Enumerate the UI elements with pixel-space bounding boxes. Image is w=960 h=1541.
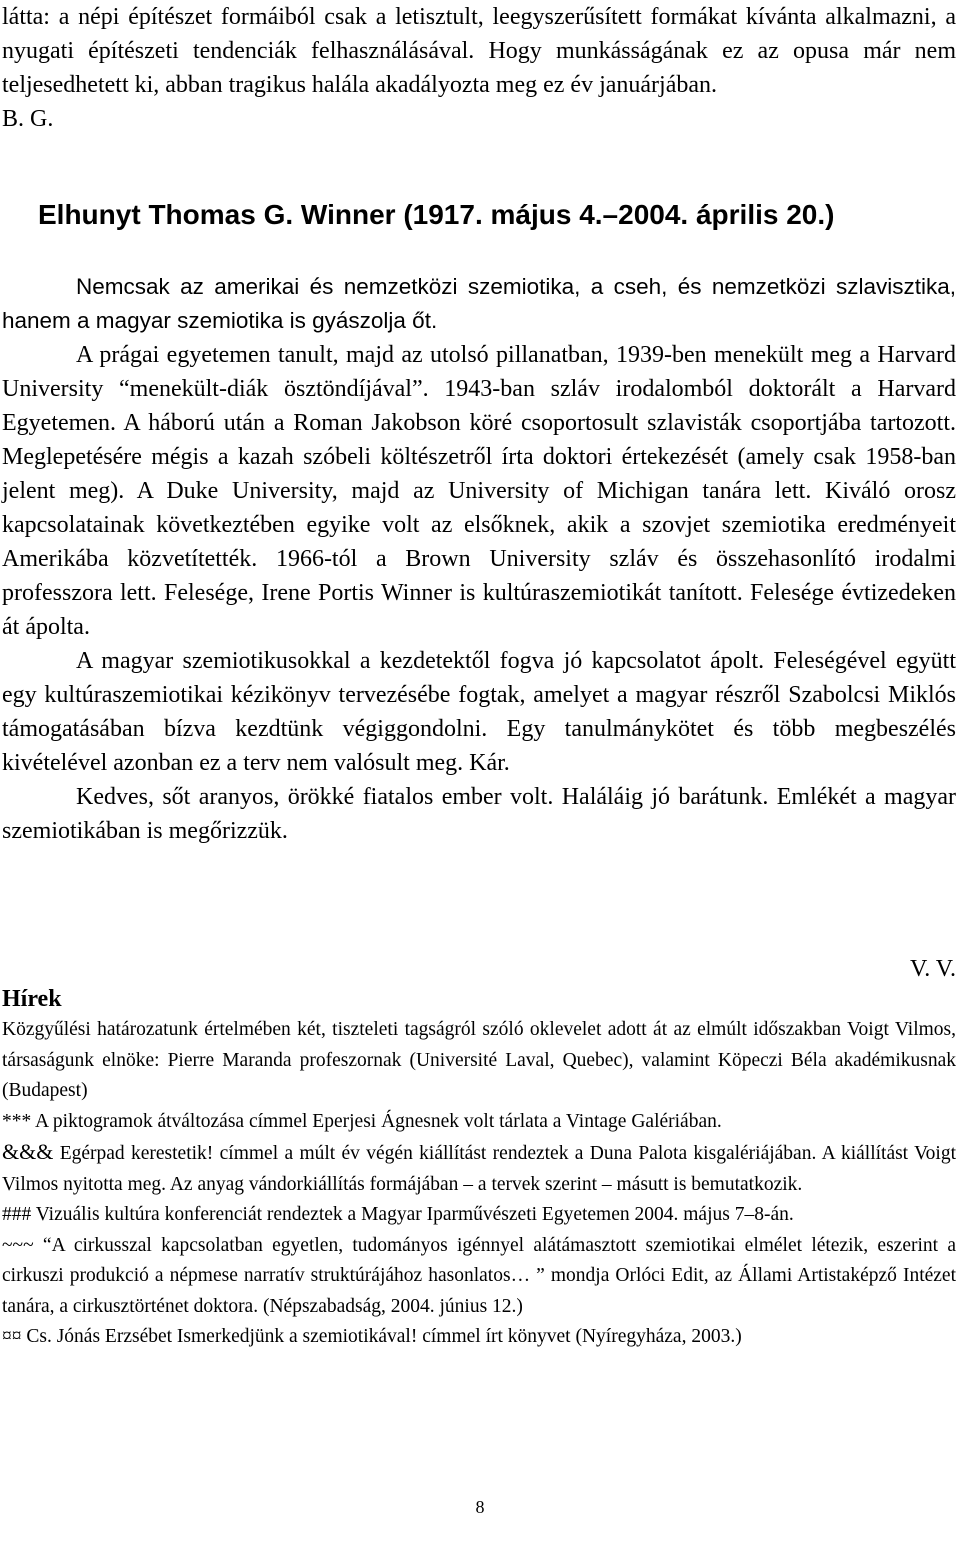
- obituary-body: [2, 270, 956, 848]
- obituary-paragraph-2: A prágai egyetemen tanult, majd az utolsó pillanatban, 1939-ben menekült meg a Harvard University “menekült-diák ösztöndíjával”. 1943-ban szláv irodalomból doktorált a Harvard Egyetemen. A háború után a Roman Jakobson köré csoportosult szlavisták csoportjába tartozott. Meglepetésére mégis a kazah szóbeli költészetről írta doktori értekezését (amely csak 1958-ban jelent meg). A Duke University, majd az University of Michigan tanára lett. Kiváló orosz kapcsolatainak következtében egyike volt az elsőknek, akik a szovjet szemiotika eredményeit Amerikába közvetítették. 1966-tól a Brown University szláv és összehasonlító irodalmi professzora lett. Felesége, Irene Portis Winner is kultúraszemiotikát tanított. Felesége évtizedeken át ápolta.: [2, 342, 956, 640]
- news-item-2: *** A piktogramok átváltozása címmel Eperjesi Ágnesnek volt tárlata a Vintage Galériában.: [2, 1110, 722, 1132]
- page-number: 8: [475, 1497, 485, 1517]
- news-item-5: ~~~ “A cirkusszal kapcsolatban egyetlen, tudományos igénnyel alátámasztott szemiotikai elmélet létezik, eszerint a cirkuszi produkció a népmese narratív struktúrájához hasonlatos… ” mondja Orlóci Edit, az Állami Artistaképző Intézet tanára, a cirkusztörténet doktora. (Népszabadság, 2004. június 12.): [2, 1234, 956, 1317]
- currency-marker-icon: ¤¤: [2, 1326, 22, 1347]
- news-item-3-text: Egérpad kerestetik! címmel a múlt év végén kiállítást rendeztek a Duna Palota kisgalériájában. A kiállítást Voigt Vilmos nyitotta meg. Az anyag vándorkiállítás formájában – a tervek szerint – másutt is bemutatkozik.: [2, 1143, 956, 1195]
- news-item-6-text: Cs. Jónás Erzsébet Ismerkedjünk a szemiotikával! címmel írt könyvet (Nyíregyháza, 2003.): [26, 1326, 742, 1347]
- intro-paragraph: látta: a népi építészet formáiból csak a letisztult, leegyszerűsített formákat kívánta alkalmazni, a nyugati építészeti tendenciák felhasználásával. Hogy munkásságának ez az opusa már nem teljesedhetett ki, abban tragikus halála akadályozta meg ez év januárjában.: [2, 4, 956, 98]
- obituary-heading: Elhunyt Thomas G. Winner (1917. május 4.–2004. április 20.): [38, 199, 835, 230]
- obituary-paragraph-3: A magyar szemiotikusokkal a kezdetektől fogva jó kapcsolatot ápolt. Feleségével együtt egy kultúraszemiotikai kézikönyv tervezésébe fogtak, amelyet a magyar részről Szabolcsi Miklós támogatásában bízva kezdtünk végiggondolni. Egy tanulmánykötet és több megbeszélés kivételével azonban ez a terv nem valósult meg. Kár.: [2, 648, 956, 776]
- obituary-paragraph-4: Kedves, sőt aranyos, örökké fiatalos ember volt. Haláláig jó barátunk. Emlékét a magyar szemiotikában is megőrizzük.: [2, 784, 956, 844]
- obituary-signature: V. V.: [909, 956, 956, 982]
- news-list: [2, 1015, 956, 1353]
- news-title: Hírek: [2, 986, 62, 1012]
- news-item-4: ### Vizuális kultúra konferenciát rendeztek a Magyar Iparművészeti Egyetemen 2004. május 7–8-án.: [2, 1204, 794, 1225]
- obituary-paragraph-1: Nemcsak az amerikai és nemzetközi szemiotika, a cseh, és nemzetközi szlavisztika, hanem a magyar szemiotika is gyászolja őt.: [2, 274, 956, 333]
- intro-section: [2, 0, 956, 136]
- ampersand-marker: &&&: [2, 1139, 54, 1164]
- news-item-6: [2, 1322, 956, 1353]
- news-item-3: [2, 1137, 956, 1200]
- intro-signature: B. G.: [2, 106, 54, 132]
- news-item-1: Közgyűlési határozatunk értelmében két, tiszteleti tagságról szóló oklevelet adott át az elmúlt időszakban Voigt Vilmos, társaságunk elnöke: Pierre Maranda profeszornak (Université Laval, Quebec), valamint Köpeczi Béla akadémikusnak (Budapest): [2, 1019, 956, 1101]
